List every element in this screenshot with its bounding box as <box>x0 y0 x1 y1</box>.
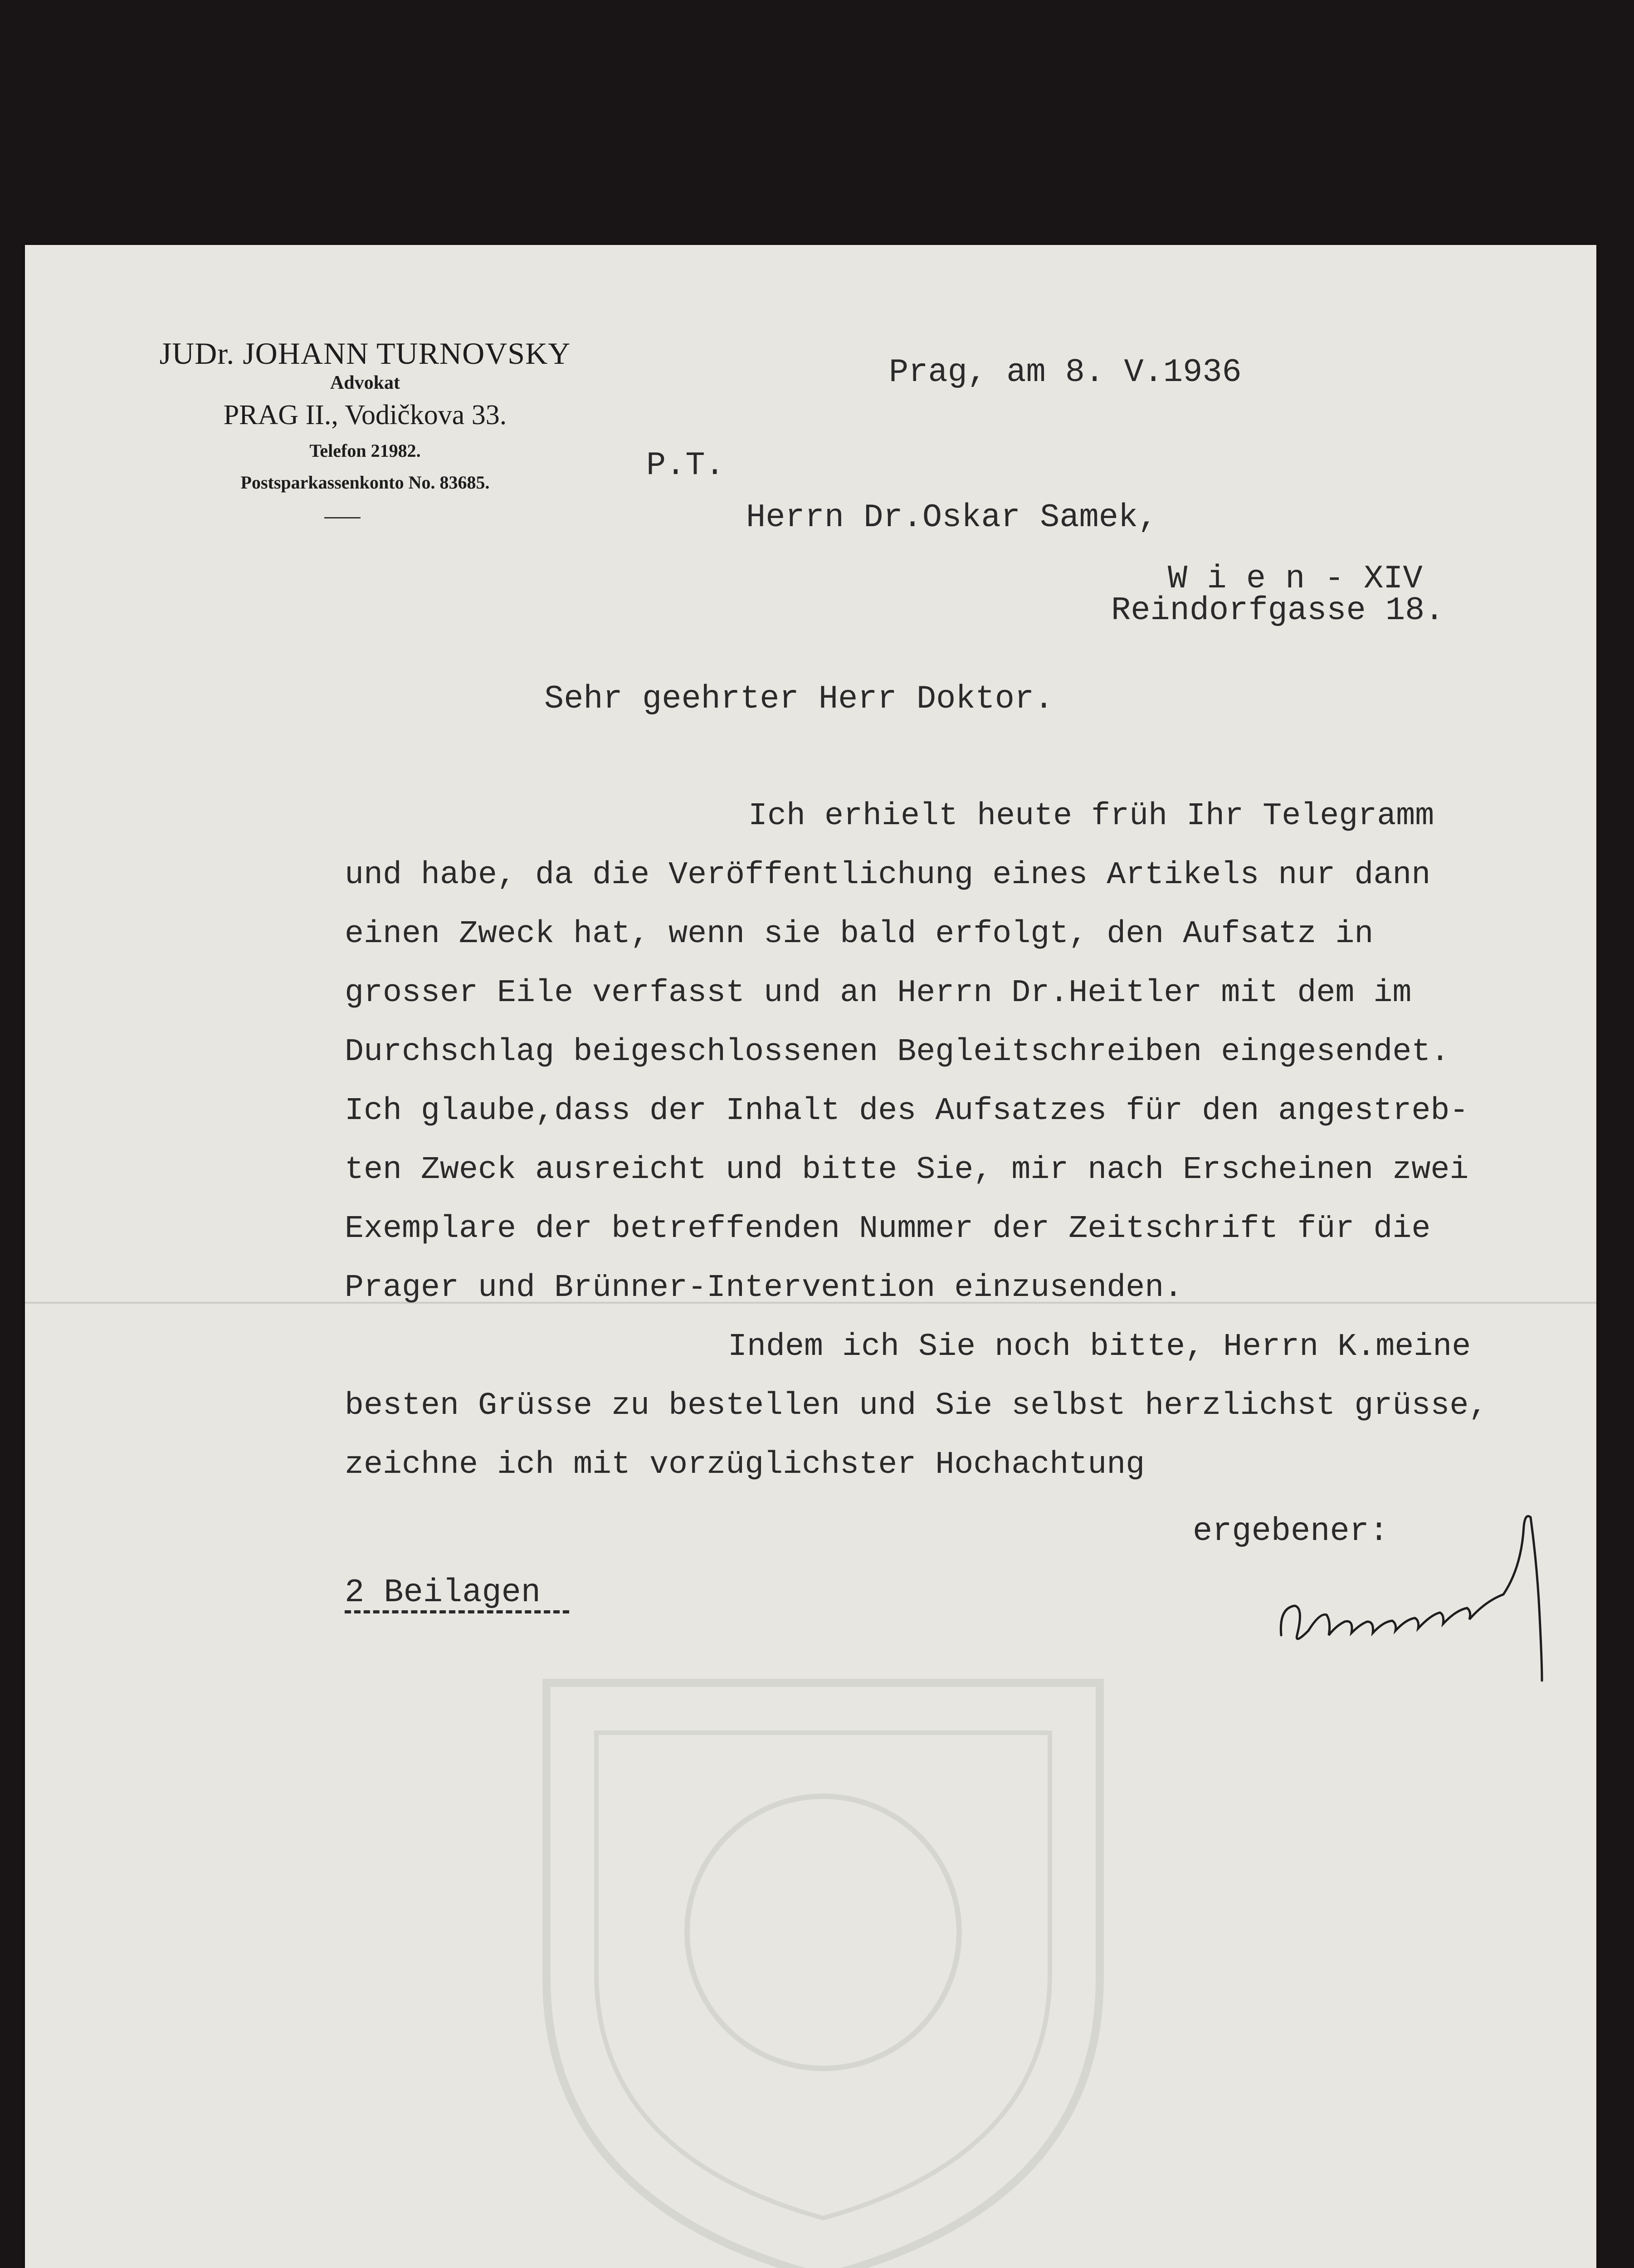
watermark-stamp <box>492 1615 1154 2268</box>
body-line: besten Grüsse zu bestellen und Sie selbst herzlichst grüsse, <box>345 1388 1488 1424</box>
body-line: und habe, da die Veröffentlichung eines Artikels nur dann <box>345 857 1431 893</box>
letterhead-title: Advokat <box>330 372 400 393</box>
body-line: einen Zweck hat, wenn sie bald erfolgt, den Aufsatz in <box>345 916 1374 952</box>
body-line: Durchschlag beigeschlossenen Begleitschreiben eingesendet. <box>345 1034 1450 1070</box>
closing: ergebener: <box>1193 1513 1389 1550</box>
enclosures: 2 Beilagen <box>345 1574 541 1611</box>
body-line: Prager und Brünner-Intervention einzusenden. <box>345 1270 1183 1306</box>
body-line: Ich erhielt heute früh Ihr Telegramm <box>748 798 1434 834</box>
body-line: grosser Eile verfasst und an Herrn Dr.Heitler mit dem im <box>345 975 1412 1011</box>
letter-sheet <box>25 245 1596 2268</box>
signature <box>1277 1499 1558 1690</box>
salutation-prefix: P.T. <box>646 447 725 484</box>
recipient-city: W i e n - XIV <box>1168 560 1423 597</box>
letterhead-name: JUDr. JOHANN TURNOVSKY <box>159 336 571 371</box>
body-line: Indem ich Sie noch bitte, Herrn K.meine <box>728 1329 1471 1365</box>
body-line: Ich glaube,dass der Inhalt des Aufsatzes für den angestreb- <box>345 1093 1469 1129</box>
greeting: Sehr geehrter Herr Doktor. <box>544 680 1054 718</box>
letterhead-divider <box>324 517 361 518</box>
body-line: Exemplare der betreffenden Nummer der Zeitschrift für die <box>345 1211 1431 1247</box>
recipient-name: Herrn Dr.Oskar Samek, <box>746 499 1158 536</box>
body-line: zeichne ich mit vorzüglichster Hochachtung <box>345 1447 1145 1483</box>
enclosures-underline <box>345 1610 569 1613</box>
date-line: Prag, am 8. V.1936 <box>889 354 1242 391</box>
body-line: ten Zweck ausreicht und bitte Sie, mir nach Erscheinen zwei <box>345 1152 1469 1188</box>
letterhead-telephone: Telefon 21982. <box>309 440 421 461</box>
letterhead-address: PRAG II., Vodičkova 33. <box>223 400 507 430</box>
letterhead-postal-account: Postsparkassenkonto No. 83685. <box>240 472 490 493</box>
recipient-street: Reindorfgasse 18. <box>1111 592 1444 629</box>
